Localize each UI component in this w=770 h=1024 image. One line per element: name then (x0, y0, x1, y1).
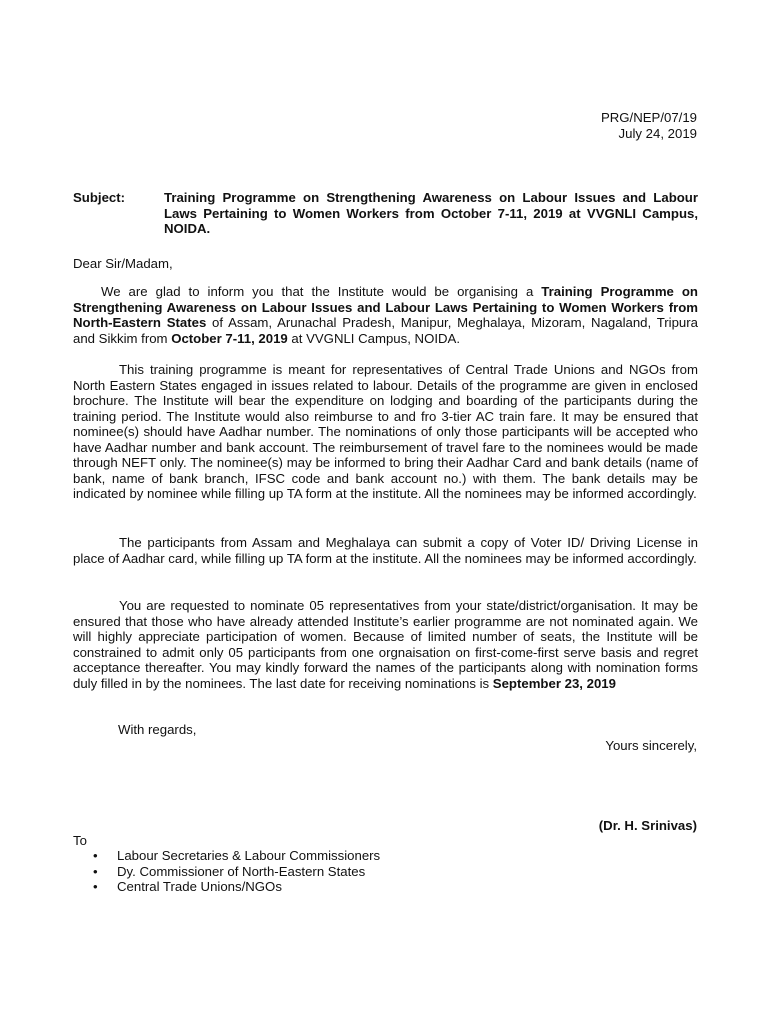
nomination-deadline: September 23, 2019 (492, 675, 616, 691)
subject-label: Subject: (73, 190, 126, 205)
recipients-label: To (73, 833, 87, 848)
reference-number: PRG/NEP/07/19 (600, 110, 697, 125)
recipient-list (73, 848, 380, 895)
recipient-text: Dy. Commissioner of North-Eastern States (117, 863, 366, 879)
bullet-icon: • (93, 879, 98, 894)
recipient-text: Central Trade Unions/NGOs (117, 879, 282, 894)
closing-yours: Yours sincerely, (605, 738, 697, 753)
signatory-name: (Dr. H. Srinivas) (598, 818, 697, 833)
recipient-text: Labour Secretaries & Labour Commissioners (117, 848, 381, 863)
participating-states: of Assam, Arunachal Pradesh, Manipur, Meghalaya, Mizoram, Nagaland, Tripura and Sikkim from (73, 315, 698, 346)
reference-block (601, 110, 697, 142)
subject-text: Training Programme on Strengthening Awareness on Labour Issues and Labour Laws Pertaining to Women Workers from October 7-11, 2019 at VVGNLI Campus, NOIDA. (164, 190, 698, 236)
paragraph-announcement (73, 284, 698, 346)
salutation: Dear Sir/Madam, (73, 256, 173, 271)
list-item (73, 848, 380, 864)
bullet-icon: • (93, 863, 98, 879)
paragraph-nomination-request (73, 598, 698, 691)
list-item (73, 864, 380, 880)
programme-venue: at VVGNLI Campus, NOIDA. (287, 330, 460, 346)
bullet-icon: • (93, 848, 98, 863)
paragraph-id-alternatives: The participants from Assam and Meghalaya can submit a copy of Voter ID/ Driving License in place of Aadhar card, while filling up TA form at the institute. All the nominees may be informed accordingly. (73, 535, 698, 566)
closing-regards: With regards, (118, 722, 197, 737)
announcement-intro: We are glad to inform you that the Institute would be organising a (101, 284, 542, 299)
programme-dates: October 7-11, 2019 (171, 330, 288, 346)
programme-name: Training Programme on Strengthening Awareness on Labour Issues and Labour Laws Pertaining to Women Workers from North-Eastern States (73, 284, 698, 330)
nomination-text: You are requested to nominate 05 representatives from your state/district/organisation. It may be ensured that those who have already attended Institute’s earlier programme are not nominated again. We will highly appreciate participation of women. Because of limited number of seats, the Institute will be constrained to admit only 05 participants from one orgnaisation on first-come-first serve basis and regret acceptance thereafter. You may kindly forward the names of the participants along with nomination forms duly filled in by the nominees. The last date for receiving nominations is (73, 598, 698, 691)
paragraph-programme-details: This training programme is meant for representatives of Central Trade Unions and NGOs from North Eastern States engaged in issues related to labour. Details of the programme are given in enclosed brochure. The Institute will bear the expenditure on lodging and boarding of the participants during the training period. The Institute would also reimburse to and fro 3-tier AC train fare. It may be ensured that nominee(s) should have Aadhar number. The nominations of only those participants will be accepted who have Aadhar number and bank account. The reimbursement of travel fare to the nominees would be made through NEFT only. The nominee(s) may be informed to bring their Aadhar Card and bank details (name of bank, name of bank branch, IFSC code and bank account no.) with them. The bank details may be indicated by nominee while filling up TA form at the institute. All the nominees may be informed accordingly. (73, 362, 698, 501)
list-item (73, 879, 380, 895)
letter-date: July 24, 2019 (618, 126, 697, 141)
